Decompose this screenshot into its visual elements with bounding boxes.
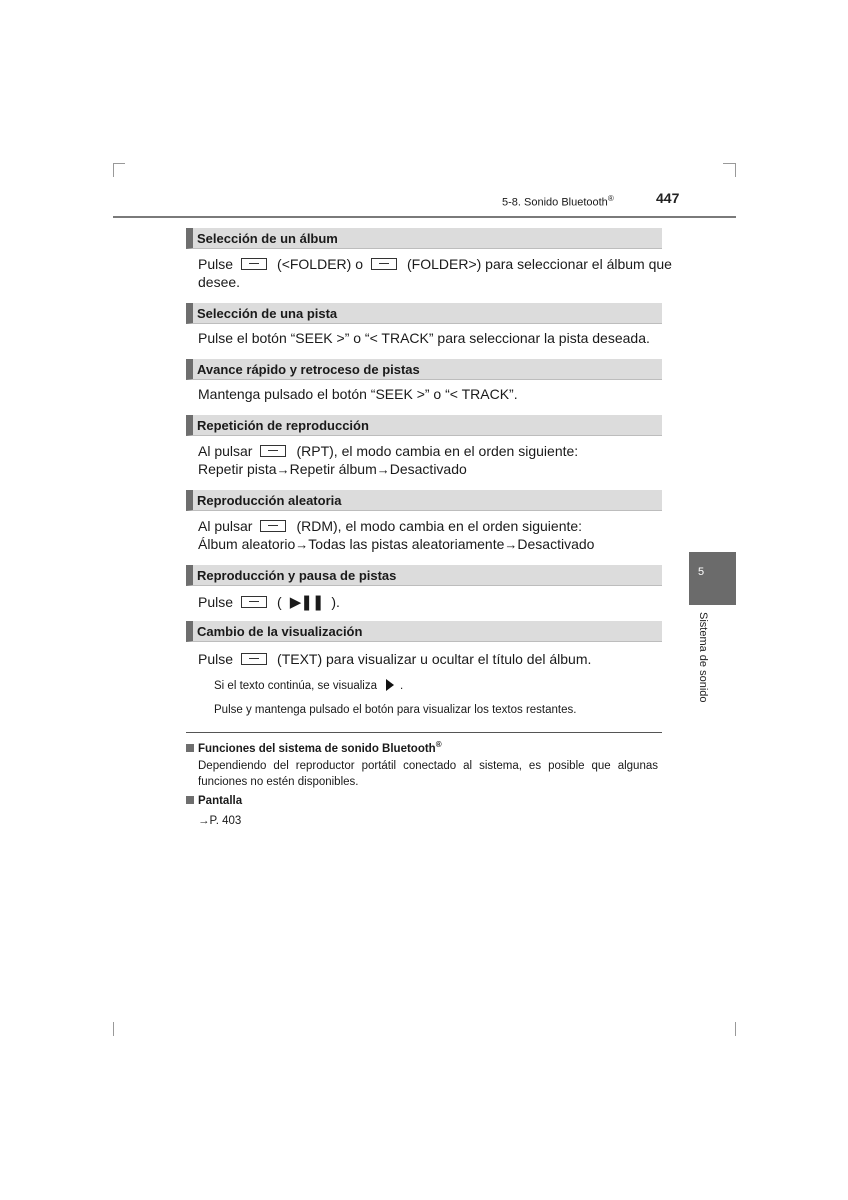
display-hold-note: Pulse y mantenga pulsado el botón para visualizar los textos restantes. <box>214 704 577 716</box>
note-body-pantalla <box>198 813 658 829</box>
note-heading-bluetooth: Funciones del sistema de sonido Bluetooth® <box>186 740 442 755</box>
section-heading-fast-forward: Avance rápido y retroceso de pistas <box>186 359 662 380</box>
text-button-icon <box>241 653 267 665</box>
section-title: 5-8. Sonido Bluetooth <box>502 196 608 209</box>
crop-mark-bottom-left <box>113 1022 114 1036</box>
section-heading-album: Selección de un álbum <box>186 228 662 249</box>
page-reference-link[interactable]: P. 403 <box>209 815 242 827</box>
play-pause-icon: ▶❚❚ <box>289 594 324 611</box>
registered-mark: ® <box>607 194 614 203</box>
album-instruction: Pulse (<FOLDER) o (FOLDER>) para seleccionar el álbum que <box>198 256 672 272</box>
crop-mark-top-left-v <box>113 163 114 177</box>
album-instruction-cont: desee. <box>198 274 241 290</box>
play-pause-instruction: Pulse ( ▶❚❚ ). <box>198 594 340 611</box>
repeat-sequence: Repetir pista→Repetir álbum→Desactivado <box>198 461 467 477</box>
fast-forward-instruction: Mantenga pulsado el botón “SEEK >” o “< TRACK”. <box>198 386 518 402</box>
page-number: 447 <box>656 190 680 206</box>
notes-rule <box>186 732 662 733</box>
track-instruction: Pulse el botón “SEEK >” o “< TRACK” para seleccionar la pista deseada. <box>198 330 650 346</box>
header-rule <box>113 216 736 218</box>
note-heading-pantalla: Pantalla <box>186 795 242 807</box>
section-heading-repeat: Repetición de reproducción <box>186 415 662 436</box>
square-bullet-icon <box>186 744 194 752</box>
play-pause-button-icon <box>241 596 267 608</box>
random-instruction: Al pulsar (RDM), el modo cambia en el orden siguiente: <box>198 518 583 534</box>
rdm-button-icon <box>260 520 286 532</box>
running-header <box>502 194 614 209</box>
folder-down-button-icon <box>241 258 267 270</box>
arrow-right-icon: → <box>504 537 518 552</box>
crop-mark-top-right-h <box>723 163 735 164</box>
crop-mark-bottom-right <box>735 1022 736 1036</box>
arrow-right-icon: → <box>198 815 210 827</box>
square-bullet-icon <box>186 796 194 804</box>
crop-mark-top-right-v <box>735 163 736 177</box>
continue-arrow-icon <box>386 679 394 691</box>
arrow-right-icon: → <box>376 462 390 477</box>
display-continued-note: Si el texto continúa, se visualiza . <box>214 680 404 693</box>
note-body-bluetooth: Dependiendo del reproductor portátil conectado al sistema, es posible que algunas funciones no estén disponibles. <box>198 760 658 788</box>
display-instruction: Pulse (TEXT) para visualizar u ocultar el título del álbum. <box>198 651 592 667</box>
arrow-right-icon: → <box>276 462 290 477</box>
section-heading-display: Cambio de la visualización <box>186 621 662 642</box>
chapter-number: 5 <box>698 566 705 578</box>
section-heading-track: Selección de una pista <box>186 303 662 324</box>
repeat-instruction: Al pulsar (RPT), el modo cambia en el orden siguiente: <box>198 443 579 459</box>
section-heading-play-pause: Reproducción y pausa de pistas <box>186 565 662 586</box>
chapter-tab <box>689 552 736 605</box>
random-sequence: Álbum aleatorio→Todas las pistas aleatoriamente→Desactivado <box>198 536 595 552</box>
arrow-right-icon: → <box>295 537 309 552</box>
crop-mark-top-left-h <box>113 163 125 164</box>
chapter-label: Sistema de sonido <box>697 612 709 703</box>
rpt-button-icon <box>260 445 286 457</box>
section-heading-random: Reproducción aleatoria <box>186 490 662 511</box>
folder-up-button-icon <box>371 258 397 270</box>
